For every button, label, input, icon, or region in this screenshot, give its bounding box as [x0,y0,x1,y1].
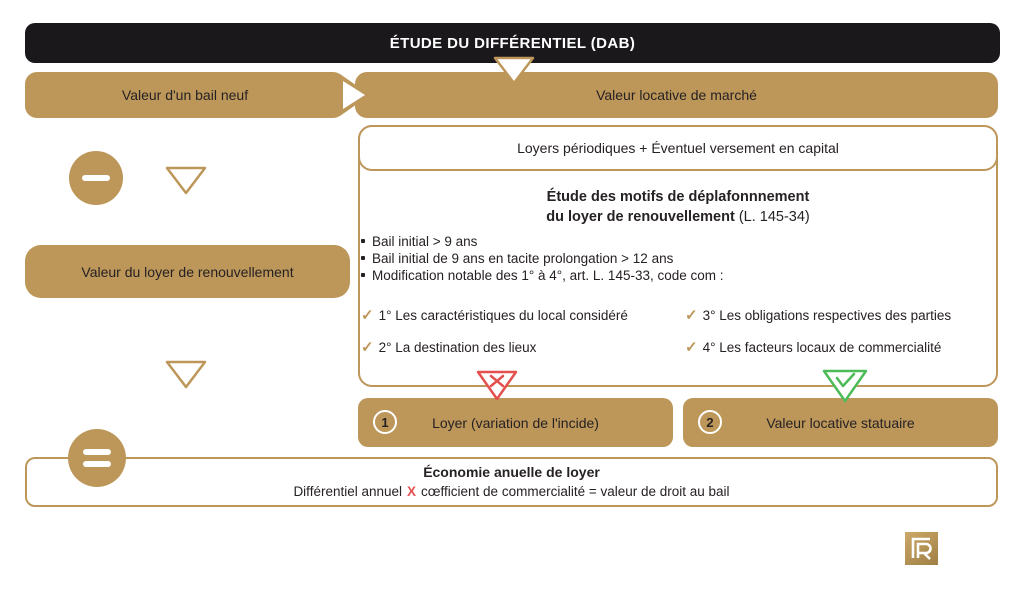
criteria-label: 3° Les obligations respectives des parties [702,307,952,323]
multiply-x-icon: X [407,484,417,499]
conditions-list [361,233,724,284]
loyers-periodiques-box [358,125,998,171]
criteria-label: 2° La destination des lieux [378,339,537,355]
option-number: 1 [381,414,389,430]
motifs-title-line2 [358,207,998,227]
list-item [361,267,724,284]
box-valeur-loyer-renouvellement-label: Valeur du loyer de renouvellement [81,263,294,280]
option-number-badge [698,410,722,434]
option-box-valeur-locative [683,398,998,447]
check-icon: ✓ [361,307,374,324]
list-item-label: Bail initial > 9 ans [372,234,478,249]
option-number: 2 [706,414,714,430]
check-icon: ✓ [361,339,374,356]
result-box [25,457,998,507]
motifs-title-line2-ref: (L. 145-34) [738,209,810,225]
bullet-icon [361,273,365,277]
page-title: ÉTUDE DU DIFFÉRENTIEL (DAB) [389,34,636,52]
motifs-title [358,187,998,227]
criteria-item [361,338,685,356]
fr-logo [905,532,938,565]
criteria-grid [361,306,981,356]
criteria-item [685,306,981,324]
criteria-label: 4° Les facteurs locaux de commercialité [702,339,942,355]
success-check-triangle-icon [821,369,869,404]
option-number-badge [373,410,397,434]
box-valeur-locative-marche [355,72,998,118]
loyers-periodiques-label: Loyers périodiques + Éventuel versement en capital [517,140,839,156]
arrow-down-icon [164,360,208,390]
bullet-icon [361,239,365,243]
minus-icon [69,151,123,205]
option-box-loyer [358,398,673,447]
arrow-right-icon [340,72,374,118]
box-valeur-loyer-renouvellement [25,245,350,298]
list-item [361,233,724,250]
fail-x-triangle-icon [475,370,519,402]
check-icon: ✓ [685,339,698,356]
fr-monogram-icon [905,532,938,565]
box-valeur-bail-neuf-label: Valeur d'un bail neuf [121,87,249,103]
box-valeur-bail-neuf [25,72,345,118]
motifs-title-line2-bold: du loyer de renouvellement [546,209,735,225]
result-formula-pre: Différentiel annuel [293,484,403,499]
criteria-label: 1° Les caractéristiques du local considéré [378,307,628,323]
list-item [361,250,724,267]
motifs-title-line1: Étude des motifs de déplafonnnement [546,189,810,205]
list-item-label: Bail initial de 9 ans en tacite prolongation > 12 ans [372,251,674,266]
arrow-down-icon [492,56,536,86]
box-valeur-locative-marche-label: Valeur locative de marché [596,87,757,103]
criteria-item [361,306,685,324]
equals-icon [68,429,126,487]
result-formula [293,482,729,501]
option-label: Valeur locative statuaire [766,414,915,431]
result-formula-post: cœfficient de commercialité = valeur de droit au bail [421,484,730,499]
criteria-item [685,338,981,356]
list-item-label: Modification notable des 1° à 4°, art. L. 145-33, code com : [372,268,724,283]
bullet-icon [361,256,365,260]
check-icon: ✓ [685,307,698,324]
result-title: Économie anuelle de loyer [423,464,600,480]
arrow-down-icon [164,166,208,196]
option-label: Loyer (variation de l'incide) [432,414,599,431]
